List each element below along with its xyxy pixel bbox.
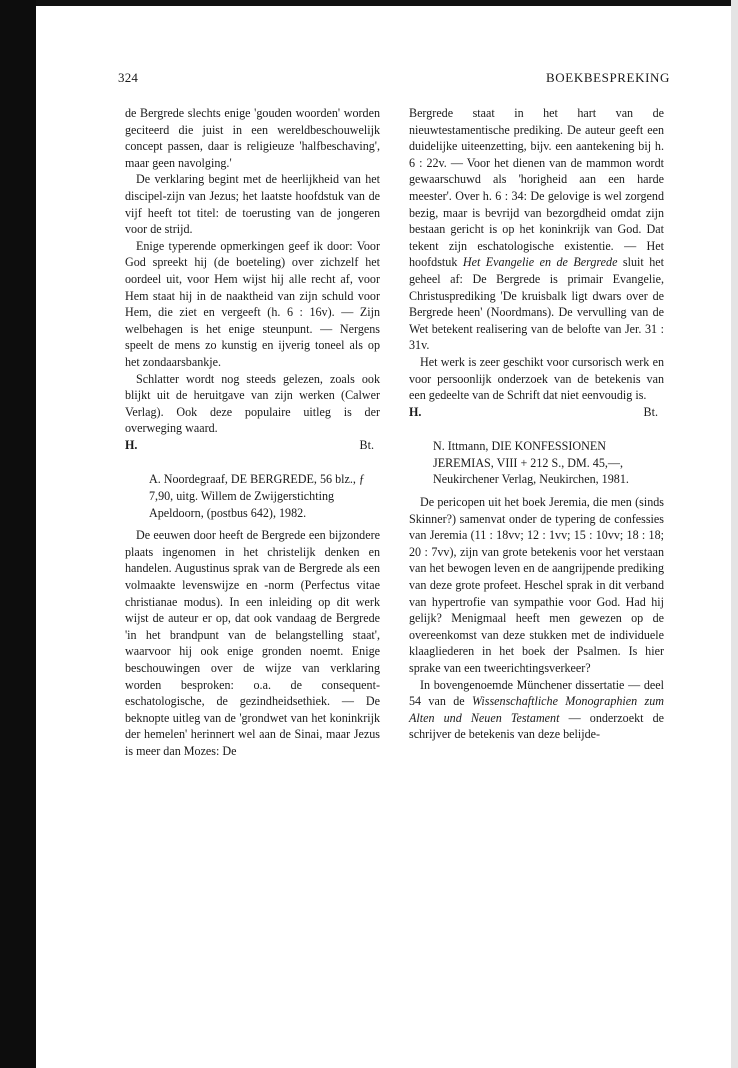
citation-text: N. Ittmann, DIE KONFESSIONEN JEREMIAS, VIII + 212 S., DM. 45,—, Neukirchener Verlag, Neukirchen, 1981. — [433, 439, 629, 487]
book-citation — [125, 471, 380, 521]
paragraph-text: sluit het geheel af: De Bergrede is primair Evangelie, Christusprediking 'De kruisbalk ligt dwars over de Bergrede heen' (Noordmans). De vervulling van de Wet betekent realisering van de belofte van Jer. 31 : 31v. — [409, 255, 664, 353]
signature-initial: H. — [125, 437, 138, 452]
right-column — [409, 105, 664, 743]
scan-left-edge — [0, 0, 36, 1068]
book-citation — [409, 438, 664, 488]
paragraph: De pericopen uit het boek Jeremia, die men (sinds Skinner?) samenvat onder de typering de confessies van Jeremia (11 : 18vv; 12 : 1vv; 15 : 10vv; 18 : 18; 20 : 7vv), zijn van grote betekenis voor het verstaan van het bewogen leven en de aangrijpende prediking van deze grote profeet. Heschel sprak in dit verband van hypertrofie van sympathie voor God. Had hij gelijk? Menigmaal heeft men gewezen op de overeenkomst van deze stukken met de individuele klaagliederen in het boek der Psalmen. Is hier sprake van een tweerichtingsverkeer? — [409, 495, 664, 675]
paragraph: De verklaring begint met de heerlijkheid van het discipel-zijn van Jezus; het laatste hoofdstuk van de vijf heeft tot titel: de toerusting van de jongeren voor de strijd. — [125, 172, 380, 237]
paragraph-text: Bergrede staat in het hart van de nieuwtestamentische prediking. De auteur geeft een duidelijke uiteenzetting, bijv. een aantekening bij h. 6 : 22v. — Voor het dienen van de mammon wordt gewaarschuwd als 'horigheid aan een harde meester'. Over h. 6 : 34: De gelovige is wel zorgend bezig, maar is bevrijd van bezorgdheid omdat zijn bestaan gericht is op het koninkrijk van God. Dat tekent zijn eschatologische existentie. — Het hoofdstuk — [409, 106, 664, 270]
paragraph: Enige typerende opmerkingen geef ik door: Voor God spreekt hij (de boeteling) over zichzelf het oordeel uit, voor Hem wijst hij alle recht af, voor Hem staat hij in de naaktheid van zijn schuld voor Hem, die ziet en vergeeft (h. 6 : 16v). — Zijn welbehagen is het enige steunpunt. — Nergens speelt de mens zo kunstig en ijverig toneel als op het zondaarsbankje. — [125, 238, 380, 369]
citation-text: A. Noordegraaf, DE BERGREDE, 56 blz., ƒ 7,90, uitg. Willem de Zwijgerstichting Apeldoorn, (postbus 642), 1982. — [149, 472, 365, 520]
paragraph: Het werk is zeer geschikt voor cursorisch werk en voor persoonlijk onderzoek van de betekenis van een gedeelte van de Schrift dat niet eenvoudig is. — [409, 354, 664, 403]
reviewer-signature — [409, 404, 664, 421]
reviewer-signature — [125, 437, 380, 454]
scan-right-edge — [731, 0, 738, 1068]
signature-initials-right: Bt. — [359, 437, 374, 452]
signature-initial: H. — [409, 404, 422, 419]
italic-series-title: Wissenschaftliche Monographien zum Alten und Neuen Testament — [409, 694, 664, 725]
paragraph: Schlatter wordt nog steeds gelezen, zoals ook blijkt uit de heruitgave van zijn werken (Calwer Verlag). Ook deze populaire uitleg is der overweging waard. — [125, 371, 380, 436]
page-header — [118, 70, 670, 90]
paragraph-text: — onderzoekt de schrijver de betekenis van deze belijde- — [409, 710, 665, 742]
italic-title: Het Evangelie en de Bergrede — [462, 255, 618, 270]
running-head: BOEKBESPREKING — [546, 70, 670, 85]
signature-initials-right: Bt. — [643, 404, 658, 419]
paragraph: De eeuwen door heeft de Bergrede een bijzondere plaats ingenomen in het christelijk denken en handelen. Augustinus sprak van de Bergrede als een volmaakte levenswijze en -norm (Perfectus vitae christianae modus). In een inleiding op dit werk wijst de auteur er op, dat ook vandaag de Bergrede 'in het brandpunt van de belangstelling staat', waarvoor hij ook enige gronden noemt. Enige beschouwingen over de wijze van verklaring worden besproken: o.a. de consequent-eschatologische, de gezindheidsethiek. — De beknopte uitleg van de 'grondwet van het koninkrijk der hemelen' herinnert wel aan de Sinai, maar Jezus is meer dan Mozes: De — [125, 528, 380, 758]
scan-top-edge — [0, 0, 738, 6]
paragraph: de Bergrede slechts enige 'gouden woorden' worden geciteerd die juist in een wereldbeschouwelijk concept passen, daar is religieuze 'halfbeschaving', maar geen navolging.' — [125, 106, 380, 170]
paragraph-text: In bovengenoemde Münchener dissertatie — deel 54 van de — [409, 677, 664, 709]
paragraph — [409, 677, 664, 743]
paragraph — [409, 105, 664, 354]
page-number: 324 — [118, 70, 139, 85]
left-column — [125, 105, 380, 760]
